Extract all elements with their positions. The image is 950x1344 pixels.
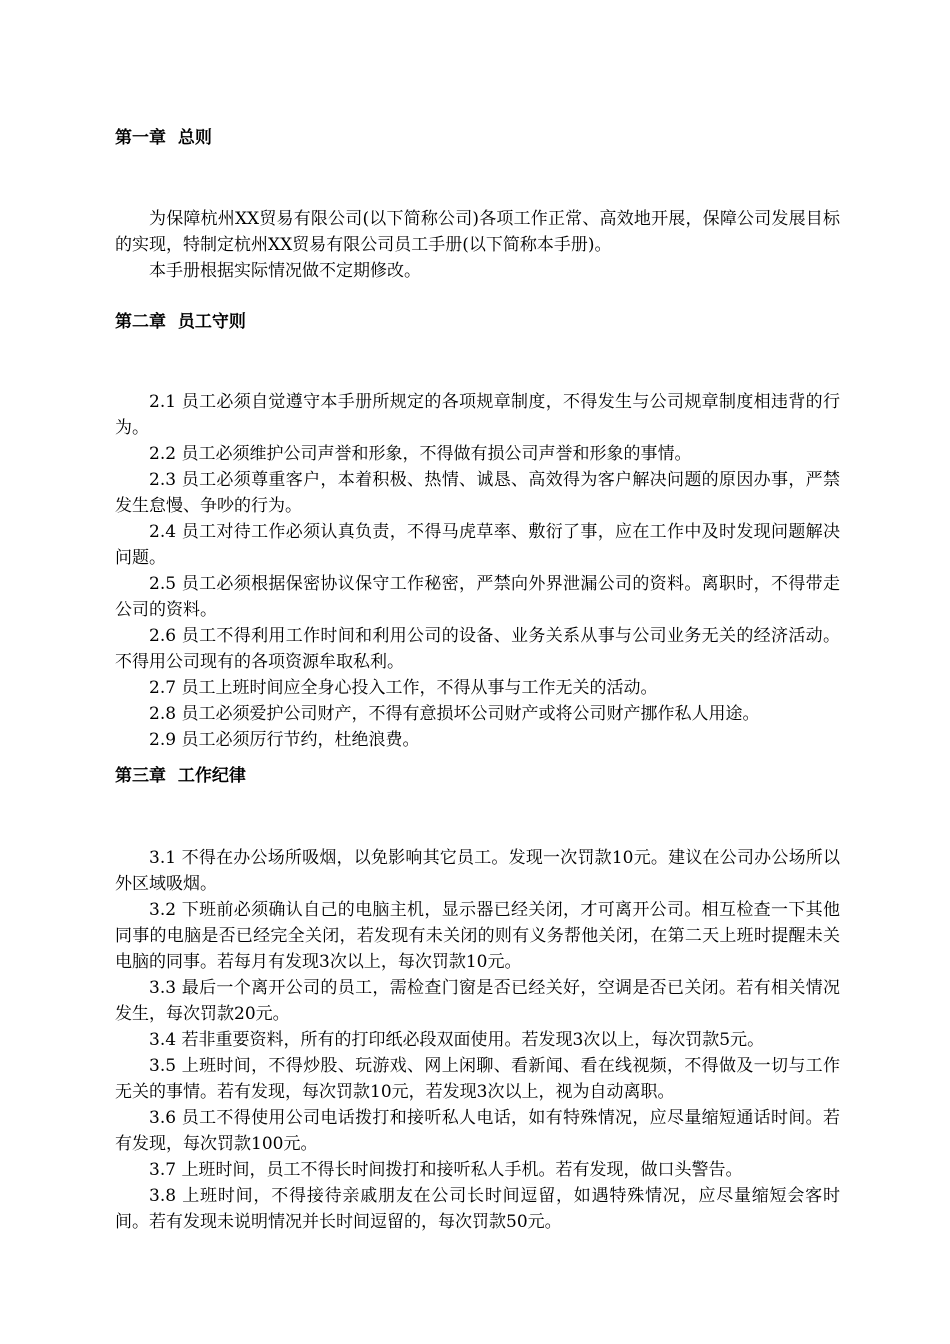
discipline-item: 3.4 若非重要资料，所有的打印纸必段双面使用。若发现3次以上，每次罚款5元。 [149,1030,765,1050]
rule-item: 2.9 员工必须厉行节约，杜绝浪费。 [149,730,420,750]
rule-item: 2.3 员工必须尊重客户，本着积极、热情、诚恳、高效得为客户解决问题的原因办事，严禁发生怠慢、争吵的行为。 [115,470,840,516]
discipline-item: 3.2 下班前必须确认自己的电脑主机，显示器已经关闭，才可离开公司。相互检查一下其他同事的电脑是否已经完全关闭，若发现有未关闭的则有义务帮他关闭，在第二天上班时提醒未关电脑的同事。若每月有发现3次以上，每次罚款10元。 [115,900,840,972]
discipline-item: 3.7 上班时间，员工不得长时间拨打和接听私人手机。若有发现，做口头警告。 [149,1160,743,1180]
chapter-3-title: 第三章 工作纪律 [115,766,246,786]
chapter-1-paragraph: 本手册根据实际情况做不定期修改。 [149,261,421,281]
chapter-2-section [115,310,840,334]
discipline-item: 3.5 上班时间，不得炒股、玩游戏、网上闲聊、看新闻、看在线视频，不得做及一切与工作无关的事情。若有发现，每次罚款10元，若发现3次以上，视为自动离职。 [115,1056,840,1102]
chapter-2-title: 第二章 员工守则 [115,312,246,332]
discipline-item: 3.1 不得在办公场所吸烟，以免影响其它员工。发现一次罚款10元。建议在公司办公场所以外区域吸烟。 [115,848,840,894]
discipline-item: 3.6 员工不得使用公司电话拨打和接听私人电话，如有特殊情况，应尽量缩短通话时间。若有发现，每次罚款100元。 [115,1108,840,1154]
rule-item: 2.8 员工必须爱护公司财产，不得有意损坏公司财产或将公司财产挪作私人用途。 [149,704,760,724]
chapter-3-body [115,845,840,1235]
rule-item: 2.6 员工不得利用工作时间和利用公司的设备、业务关系从事与公司业务无关的经济活动。不得用公司现有的各项资源牟取私利。 [115,626,840,672]
discipline-item: 3.8 上班时间，不得接待亲戚朋友在公司长时间逗留，如遇特殊情况，应尽量缩短会客时间。若有发现未说明情况并长时间逗留的，每次罚款50元。 [115,1186,840,1232]
discipline-item: 3.3 最后一个离开公司的员工，需检查门窗是否已经关好，空调是否已关闭。若有相关情况发生，每次罚款20元。 [115,978,840,1024]
rule-item: 2.2 员工必须维护公司声誉和形象，不得做有损公司声誉和形象的事情。 [149,444,692,464]
rule-item: 2.7 员工上班时间应全身心投入工作，不得从事与工作无关的活动。 [149,678,658,698]
chapter-1-body [115,206,840,284]
rule-item: 2.1 员工必须自觉遵守本手册所规定的各项规章制度，不得发生与公司规章制度相违背的行为。 [115,392,840,438]
chapter-1-paragraph: 为保障杭州XX贸易有限公司(以下简称公司)各项工作正常、高效地开展，保障公司发展目标的实现，特制定杭州XX贸易有限公司员工手册(以下简称本手册)。 [115,209,840,255]
rule-item: 2.4 员工对待工作必须认真负责，不得马虎草率、敷衍了事，应在工作中及时发现问题解决问题。 [115,522,840,568]
chapter-1-title: 第一章 总则 [115,128,212,148]
rule-item: 2.5 员工必须根据保密协议保守工作秘密，严禁向外界泄漏公司的资料。离职时，不得带走公司的资料。 [115,574,840,620]
chapter-3-section [115,764,840,788]
chapter-2-body [115,389,840,753]
chapter-1-section [115,126,840,150]
